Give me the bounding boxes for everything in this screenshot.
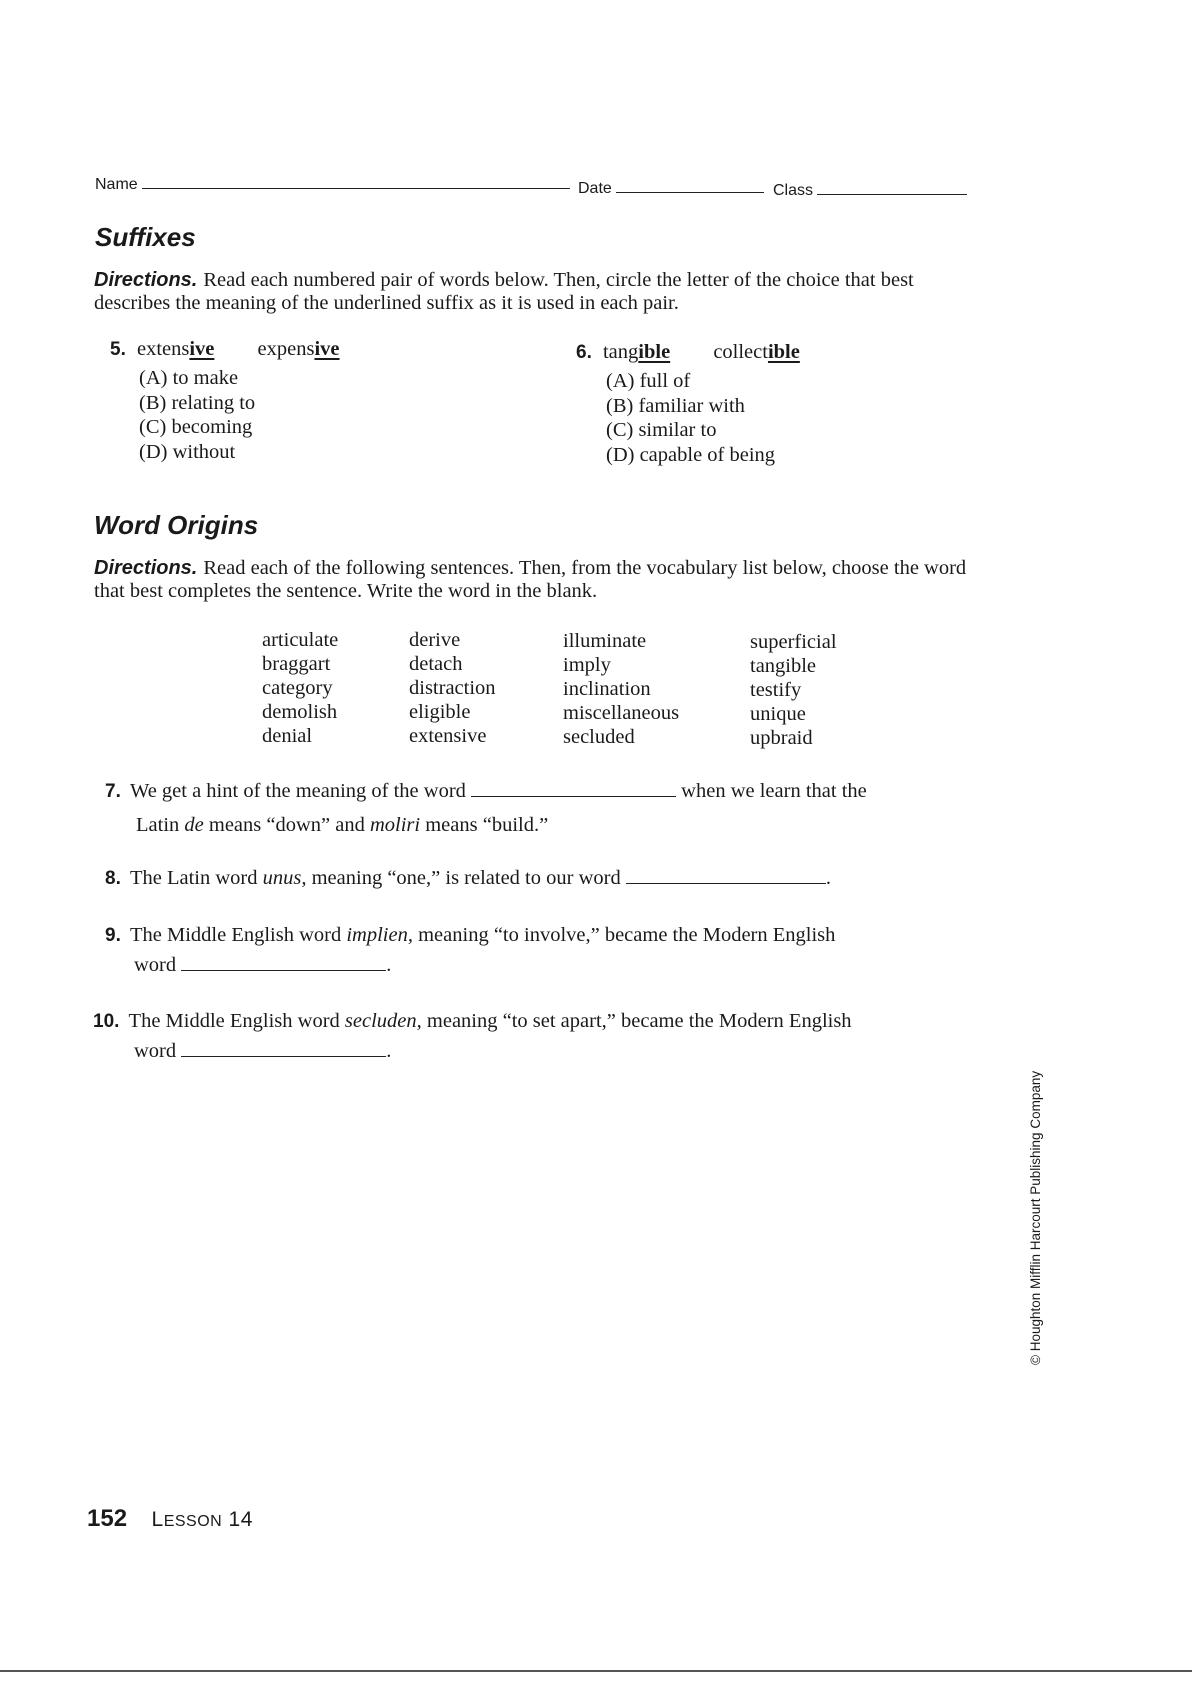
question-number: 8. bbox=[105, 868, 121, 889]
question-number: 10. bbox=[93, 1011, 120, 1032]
options-5 bbox=[139, 366, 255, 464]
question-10-line-2: word . bbox=[134, 1040, 392, 1062]
vocab-word: miscellaneous bbox=[563, 702, 680, 724]
vocab-word: demolish bbox=[262, 701, 338, 723]
vocab-column-3 bbox=[563, 629, 679, 749]
vocab-word: illuminate bbox=[563, 630, 647, 652]
option-b[interactable]: (B) familiar with bbox=[606, 394, 745, 417]
vocab-word: distraction bbox=[409, 677, 496, 699]
directions-text: Read each of the following sentences. Then, from the vocabulary list below, choose the word that best completes the sentence. Write the word in the blank. bbox=[94, 557, 967, 602]
suffixes-heading: Suffixes bbox=[95, 222, 196, 252]
question-number: 9. bbox=[105, 925, 121, 946]
option-d[interactable]: (D) capable of being bbox=[606, 443, 776, 466]
directions-text: Read each numbered pair of words below. Then, circle the letter of the choice that best describes the meaning of the underlined suffix as it is used in each pair. bbox=[94, 269, 914, 314]
name-label: Name bbox=[95, 176, 138, 193]
answer-blank[interactable] bbox=[626, 871, 826, 884]
vocab-word: detach bbox=[409, 653, 463, 675]
option-c[interactable]: (C) becoming bbox=[139, 416, 253, 438]
class-line[interactable] bbox=[817, 180, 967, 195]
vocab-word: unique bbox=[750, 703, 806, 725]
question-7-line-2: Latin de means “down” and moliri means “build.” bbox=[136, 814, 549, 836]
question-number: 6. bbox=[576, 342, 592, 363]
sentence-text: We get a hint of the meaning of the word bbox=[129, 780, 466, 802]
vocab-column-2 bbox=[409, 628, 496, 748]
question-10: 10. The Middle English word secluden, meaning “to set apart,” became the Modern English bbox=[93, 1010, 852, 1032]
name-line[interactable] bbox=[142, 174, 570, 189]
page-number: 152 bbox=[87, 1505, 128, 1532]
lesson-label: LESSON 14 bbox=[151, 1508, 253, 1531]
vocab-word: inclination bbox=[563, 678, 651, 700]
vocab-word: eligible bbox=[409, 701, 471, 723]
sentence-text: when we learn that the bbox=[681, 780, 867, 802]
vocab-word: articulate bbox=[262, 629, 339, 651]
option-a[interactable]: (A) to make bbox=[139, 367, 239, 389]
question-number: 7. bbox=[105, 781, 121, 802]
date-field[interactable] bbox=[578, 178, 764, 198]
answer-blank[interactable] bbox=[181, 1044, 386, 1057]
option-b[interactable]: (B) relating to bbox=[139, 391, 256, 414]
vocab-word: imply bbox=[563, 654, 611, 676]
question-9: 9. The Middle English word implien, meaning “to involve,” became the Modern English bbox=[105, 924, 836, 946]
date-line[interactable] bbox=[616, 178, 764, 193]
vocab-word: denial bbox=[262, 725, 313, 747]
date-label: Date bbox=[578, 180, 612, 197]
option-c[interactable]: (C) similar to bbox=[606, 419, 717, 441]
option-d[interactable]: (D) without bbox=[139, 440, 236, 463]
word-origins-directions bbox=[94, 557, 989, 603]
suffixes-directions bbox=[94, 269, 994, 315]
name-field[interactable] bbox=[95, 174, 570, 194]
answer-blank[interactable] bbox=[471, 784, 676, 797]
directions-label: Directions. bbox=[94, 269, 198, 291]
page-edge bbox=[0, 1670, 1192, 1672]
answer-blank[interactable] bbox=[181, 958, 386, 971]
vocab-word: tangible bbox=[750, 655, 817, 677]
vocab-word: upbraid bbox=[750, 727, 813, 749]
vocab-word: derive bbox=[409, 629, 461, 651]
directions-label: Directions. bbox=[94, 557, 198, 579]
class-label: Class bbox=[773, 182, 814, 199]
class-field[interactable] bbox=[773, 180, 967, 200]
question-number: 5. bbox=[110, 339, 126, 360]
vocab-word: secluded bbox=[563, 726, 635, 748]
vocab-word: superficial bbox=[750, 631, 837, 653]
word: extensive bbox=[136, 338, 215, 360]
question-6 bbox=[576, 341, 800, 364]
vocab-column-1 bbox=[262, 628, 338, 748]
option-a[interactable]: (A) full of bbox=[606, 370, 691, 392]
vocab-word: braggart bbox=[262, 653, 331, 675]
question-8: 8. The Latin word unus, meaning “one,” is related to our word . bbox=[105, 867, 831, 889]
question-9-line-2: word . bbox=[134, 954, 392, 976]
word-origins-heading: Word Origins bbox=[94, 510, 259, 540]
question-7 bbox=[105, 776, 867, 807]
vocab-column-4 bbox=[750, 630, 837, 750]
vocab-word: extensive bbox=[409, 725, 487, 747]
options-6 bbox=[606, 369, 775, 467]
word: expensive bbox=[257, 338, 340, 360]
vocab-word: category bbox=[262, 677, 333, 699]
word: collectible bbox=[713, 341, 800, 363]
word: tangible bbox=[602, 341, 671, 363]
page-footer bbox=[87, 1505, 253, 1533]
copyright-notice: © Houghton Mifflin Harcourt Publishing Company bbox=[1028, 1070, 1043, 1365]
vocab-word: testify bbox=[750, 679, 802, 701]
question-5 bbox=[110, 338, 340, 361]
